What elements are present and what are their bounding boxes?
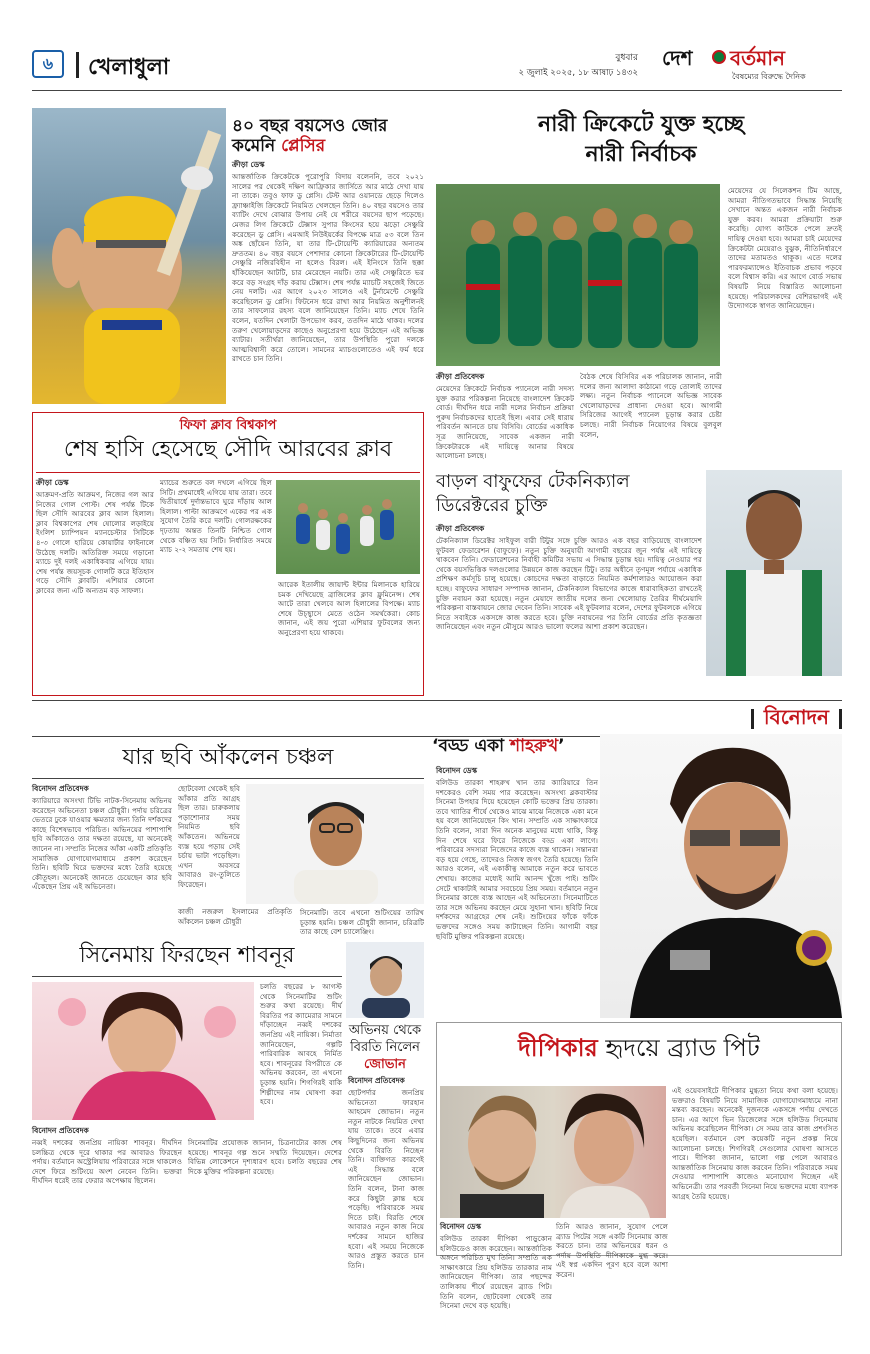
masthead-day: বুধবার bbox=[615, 53, 638, 63]
chanchal-caption: কাজী নজরুল ইসলামের প্রতিকৃতি আঁকলেন চঞ্চল চৌধুরী bbox=[178, 908, 292, 926]
brad-deepika-photo bbox=[440, 1086, 666, 1218]
plessis-headline-name: প্লেসির bbox=[281, 136, 326, 156]
page-number-box bbox=[32, 50, 64, 78]
deepika-headline-name: দীপিকার bbox=[518, 1034, 598, 1062]
deepika-headline bbox=[440, 1032, 838, 1064]
women-selector-headline-line2: নারী নির্বাচক bbox=[585, 142, 697, 167]
jovan-photo bbox=[346, 942, 424, 1018]
plessis-headline-main: ৪০ বছর বয়সেও জোর কমেনি bbox=[232, 116, 388, 156]
chanchal-byline: বিনোদন প্রতিবেদক bbox=[32, 784, 89, 793]
women-selector-col2: বৈঠক শেষে বিসিবির এক পরিচালক জানান, নারী দলের জন্য আলাদা কাঠামো গড়ে তোলাই তাদের লক্ষ্য। নতুন নির্বাচক প্যানেলে অভিজ্ঞ সাবেক খেলোয়াড়দের প্রাধান্য দেওয়া হবে। আগামী সিরিজের আগেই প্যানেল চূড়ান্ত করার চেষ্টা চলছে। নারী নির্বাচক নিয়োগের বিষয়ে বুলবুল বলেন, bbox=[580, 372, 722, 439]
srk-headline-lead: ‘বড্ড একা bbox=[432, 736, 505, 756]
srk-byline: বিনোদন ডেস্ক bbox=[436, 766, 477, 775]
fifa-col1: আক্রমণ-প্রতি আক্রমণ, নিজের গল আর নিজের গোল পোস্ট। শেষ পর্যন্ত টিকে ছিল সৌদি আরবের ক্লাব আল হিলাল। ক্লাব বিশ্বকাপের শেষ ষোলোর লড়াইয়ে ইংলিশ চ্যাম্পিয়ন ম্যানচেস্টার সিটিকে ৪-৩ গোলে হারিয়ে কোয়ার্টার ফাইনালে উঠেছে দলটি। অতিরিক্ত সময়ে গড়ানো ম্যাচে দুই দলই একাধিকবার এগিয়ে যায়। শেষ পর্যন্ত জয়সূচক গোলটি করে ইতিহাস গড়ে সৌদি ক্লাবটি। এশিয়ার কোনো ক্লাবের জন্য এটি অন্যতম বড় সাফল্য। bbox=[36, 490, 154, 595]
logo-emblem-icon bbox=[712, 50, 726, 64]
deepika-col1: বলিউড তারকা দীপিকা পাড়ুকোন হলিউডেও কাজ করেছেন। আন্তর্জাতিক অঙ্গনে পরিচিত মুখ তিনি। সম্প্রতি এক সাক্ষাৎকারে প্রিয় হলিউড তারকার নাম জানিয়েছেন দীপিকা। তার পছন্দের তালিকায় শীর্ষে রয়েছেন ব্র্যাড পিট। তিনি বলেন, ছোটবেলা থেকেই তার সিনেমা দেখে বড় হয়েছি। bbox=[440, 1234, 552, 1311]
srk-headline-name: শাহরুখ bbox=[510, 736, 559, 756]
women-selector-headline bbox=[440, 110, 842, 170]
fifa-kicker: ফিফা ক্লাব বিশ্বকাপ bbox=[179, 418, 277, 433]
technical-byline: ক্রীড়া প্রতিবেদক bbox=[436, 524, 485, 533]
shabnur-bottom-col1: নব্বই দশকের জনপ্রিয় নায়িকা শাবনূর। দীর্ঘদিন চলচ্চিত্র থেকে দূরে থাকার পর আবারও ফিরছেন পর্দায়। বর্তমানে অস্ট্রেলিয়ায় পরিবারের সঙ্গে থাকলেও দেশে ফিরে শুটিংয়ে অংশ নেবেন তিনি। ভক্তরা দীর্ঘদিন ধরেই তার ফেরার অপেক্ষায় ছিলেন। bbox=[32, 1138, 182, 1186]
masthead-logo bbox=[656, 44, 842, 84]
entertainment-bar-left bbox=[751, 709, 754, 729]
jovan-headline-line2: বিরতি নিলেন bbox=[350, 1040, 420, 1055]
jovan-byline: বিনোদন প্রতিবেদক bbox=[348, 1076, 405, 1085]
shabnur-byline: বিনোদন প্রতিবেদক bbox=[32, 1126, 89, 1135]
shabnur-photo bbox=[32, 982, 254, 1120]
srk-photo bbox=[600, 734, 842, 1018]
women-selector-col1: মেয়েদের ক্রিকেটে নির্বাচক প্যানেলে নারী সদস্য যুক্ত করার পরিকল্পনা নিয়েছে বাংলাদেশ ক্রিকেট বোর্ড। দীর্ঘদিন ধরে নারী দলের নির্বাচন প্রক্রিয়া পুরুষ নির্বাচকদের হাতেই ছিল। এবার সেই ধারায় পরিবর্তন আনতে চায় বিসিবি। বোর্ডের একাধিক সূত্র জানিয়েছে, সাবেক একজন নারী ক্রিকেটারকে এই দায়িত্বে আনার বিষয়ে আলোচনা চলছে। bbox=[436, 384, 574, 461]
masthead-date: ২ জুলাই ২০২৫, ১৮ আষাঢ় ১৪৩২ bbox=[518, 68, 638, 78]
entertainment-bar-right bbox=[839, 709, 842, 729]
page-number: ৬ bbox=[42, 53, 54, 73]
fifa-byline: ক্রীড়া ডেস্ক bbox=[36, 478, 69, 487]
plessis-body: আন্তর্জাতিক ক্রিকেটকে পুরোপুরি বিদায় বলেননি, তবে ২০২১ সালের পর থেকেই দক্ষিণ আফ্রিকার জার্সিতে আর মাঠে দেখা যায় না তাকে। তবুও ফাফ ডু প্লেসি। টেস্ট আর ওয়ানডে ছেড়ে দিলেও ফ্র্যাঞ্চাইজি ক্রিকেটে নিয়মিত খেলছেন তিনি। ৪০ বছর বয়সেও তার ব্যাটিং দেখে বোঝার উপায় নেই যে শরীরে বয়সের ছাপ পড়েছে। মেজর লিগ ক্রিকেটে টেক্সাস সুপার কিংসের হয়ে ঝড়ো সেঞ্চুরি করেছেন ডু প্লেসি। এমআই নিউইয়র্কের বিপক্ষে মাত্র ৫৩ বলে তিন অঙ্ক ছোঁয়েন তিনি, যা তার টি-টোয়েন্টি ক্যারিয়ারের অন্যতম দ্রুততম। ৪০ বছর বয়সে পেশাদার কোনো ক্রিকেটারের টি-টোয়েন্টি সেঞ্চুরি নজিরবিহীন না হলেও বিরল। এই ইনিংসে তিনি ছক্কা হাঁকিয়েছেন আটটি, চার মেরেছেন নয়টি। তার এই সেঞ্চুরিতে ভর করে বড় সংগ্রহ দাঁড় করায় টেক্সাস। শেষ পর্যন্ত ম্যাচটি সহজেই জিতে নেয় দলটি। এর আগে ২০২৩ সালেও এই টুর্নামেন্টে সেঞ্চুরি করেছিলেন ডু প্লেসি। ফিটনেস ধরে রাখা আর নিয়মিত অনুশীলনই তার সাফল্যের রহস্য বলে জানিয়েছেন তিনি। ম্যাচ শেষে তিনি বলেন, যতদিন খেলাটা উপভোগ করব, ততদিন মাঠে থাকব। দলের তরুণ খেলোয়াড়দের কাছেও অনুপ্রেরণা হয়ে উঠেছেন এই অভিজ্ঞ ব্যাটার। সতীর্থরা জানিয়েছেন, তার উপস্থিতি পুরো দলকে আত্মবিশ্বাসী করে তোলে। সামনের ম্যাচগুলোতেও এই ফর্ম ধরে রাখতে চান তিনি। bbox=[232, 172, 424, 364]
fifa-col2: ম্যাচের শুরুতে বল দখলে এগিয়ে ছিল সিটি। প্রথমার্ধেই এগিয়ে যায় তারা। তবে দ্বিতীয়ার্ধে দুর্দান্তভাবে ঘুরে দাঁড়ায় আল হিলাল। পাল্টা আক্রমণে একের পর এক সুযোগ তৈরি করে দলটি। গোলরক্ষকের দৃঢ়তায় অন্তত তিনটি নিশ্চিত গোল থেকে বঞ্চিত হয় সিটি। নির্ধারিত সময়ে ম্যাচ ২-২ সমতায় শেষ হয়। bbox=[160, 478, 272, 555]
shabnur-bottom-col2: সিনেমাটির প্রযোজক জানান, চিত্রনাট্যের কাজ শেষ হয়েছে। শাবনূর গল্প শুনে সম্মতি দিয়েছেন। দেশের বিভিন্ন লোকেশনে দৃশ্যধারণ হবে। চলতি বছরের শেষ দিকে মুক্তির পরিকল্পনা রয়েছে। bbox=[188, 1138, 342, 1176]
masthead-divider bbox=[76, 52, 79, 78]
deepika-byline: বিনোদন ডেস্ক bbox=[440, 1222, 481, 1231]
jovan-name: জোভান bbox=[364, 1057, 406, 1072]
technical-headline-line1: বাড়ল বাফুফের টেকনিক্যাল bbox=[436, 471, 630, 492]
section-title: খেলাধুলা bbox=[88, 55, 170, 80]
shabnur-headline: সিনেমায় ফিরছেন শাবনূর bbox=[79, 943, 295, 968]
deepika-col2: তিনি আরও জানান, সুযোগ পেলে ব্র্যাড পিটের সঙ্গে একটি সিনেমায় কাজ করতে চান। তার অভিনয়ের ধরন ও পর্দায় উপস্থিতি দীপিকাকে মুগ্ধ করে। এই স্বপ্ন একদিন পূরণ হবে বলে আশা করেন। bbox=[556, 1222, 668, 1279]
plessis-byline: ক্রীড়া ডেস্ক bbox=[232, 160, 265, 169]
logo-left: দেশ bbox=[662, 46, 693, 70]
women-selector-headline-line1: নারী ক্রিকেটে যুক্ত হচ্ছে bbox=[538, 112, 744, 137]
fifa-col3: আরেক ইতালীয় জায়ান্ট ইন্টার মিলানকে হারিয়ে চমক দেখিয়েছে ব্রাজিলের ক্লাব ফ্লুমিনেন্স। শেষ আটে তারা খেলবে আল হিলালের বিপক্ষে। ম্যাচ শেষে উচ্ছ্বাসে মেতে ওঠেন সমর্থকেরা। কোচ জানান, এই জয় পুরো এশিয়ার ফুটবলের জন্য অনুপ্রেরণা হয়ে থাকবে। bbox=[278, 580, 420, 637]
chanchal-headline: যার ছবি আঁকলেন চঞ্চল bbox=[122, 745, 334, 770]
jovan-headline bbox=[346, 1022, 424, 1073]
technical-body: টেকনিক্যাল ডিরেক্টর সাইফুল বারী টিটুর সঙ্গে চুক্তি আরও এক বছর বাড়িয়েছে বাংলাদেশ ফুটবল ফেডারেশন (বাফুফে)। নতুন চুক্তি অনুযায়ী আগামী বছরের জুন পর্যন্ত এই দায়িত্বে থাকবেন তিনি। ফেডারেশনের নির্বাহী কমিটির সভায় এ সিদ্ধান্ত চূড়ান্ত হয়। দায়িত্ব নেওয়ার পর থেকে বয়সভিত্তিক দলগুলোর উন্নয়নে কাজ করছেন টিটু। তার অধীনে তৃণমূল পর্যায়ে একাধিক প্রশিক্ষণ কর্মসূচি চালু হয়েছে। কোচদের দক্ষতা বাড়াতে নিয়মিত কর্মশালারও আয়োজন করা হচ্ছে। বাফুফের সাধারণ সম্পাদক জানান, টেকনিক্যাল বিভাগের কাজে ধারাবাহিকতা রাখতেই চুক্তি নবায়ন করা হয়েছে। নতুন মেয়াদে জাতীয় দলের জন্য খেলোয়াড় তৈরির দীর্ঘমেয়াদি পরিকল্পনা বাস্তবায়নে জোর দেবেন তিনি। সাবেক এই ফুটবলার বলেন, দেশের ফুটবলকে এগিয়ে নিতে সবাইকে একসঙ্গে কাজ করতে হবে। চুক্তি নবায়নের পর তিনি বোর্ডের প্রতি কৃতজ্ঞতা জানিয়েছেন এবং নতুন মৌসুমে আরও ভালো ফলের আশা প্রকাশ করেছেন। bbox=[436, 536, 702, 632]
technical-director-photo bbox=[706, 470, 842, 676]
chanchal-col1: ক্যারিয়ারে অসংখ্য টিভি নাটক-সিনেমায় অভিনয় করেছেন অভিনেতা চঞ্চল চৌধুরী। পর্দায় চরিত্রের ভেতরে ঢুকে যাওয়ার ক্ষমতার জন্য তিনি দর্শকদের কাছে বিশেষভাবে পরিচিত। অভিনয়ের পাশাপাশি ছবি আঁকাতেও তার দক্ষতা রয়েছে, যা অনেকেই জানেন না। সম্প্রতি নিজের আঁকা একটি প্রতিকৃতি সামাজিক যোগাযোগমাধ্যমে প্রকাশ করেছেন তিনি। ছবিটি ঘিরে ভক্তদের মধ্যে তৈরি হয়েছে কৌতূহল। অনেকেই জানতে চেয়েছেন কার ছবি এঁকেছেন প্রিয় এই অভিনেতা। bbox=[32, 796, 172, 892]
chanchal-col2: ছোটবেলা থেকেই ছবি আঁকার প্রতি আগ্রহ ছিল তার। চারুকলায় পড়াশোনার সময় নিয়মিত ছবি আঁকতেন। অভিনয়ে ব্যস্ত হয়ে পড়ায় সেই চর্চায় ভাটা পড়েছিল। এখন অবসরে আবারও রং-তুলিতে ফিরেছেন। bbox=[178, 784, 240, 889]
fifa-headline: শেষ হাসি হেসেছে সৌদি আরবের ক্লাব bbox=[63, 437, 393, 462]
plessis-headline bbox=[232, 116, 420, 156]
shabnur-headline-rule bbox=[32, 976, 342, 977]
deepika-headline-rest: হৃদয়ে ব্র্যাড পিট bbox=[597, 1034, 760, 1062]
entertainment-title: বিনোদন bbox=[763, 704, 829, 729]
srk-body: বলিউড তারকা শাহরুখ খান তার ক্যারিয়ারে তিন দশকেরও বেশি সময় পার করেছেন। অসংখ্য ব্লকবাস্টার সিনেমা উপহার দিয়ে হয়েছেন কোটি ভক্তের প্রিয় তারকা। তবে খ্যাতির শীর্ষে থেকেও মাঝে মাঝে নিজেকে একা মনে হয় বলে জানিয়েছেন কিং খান। সম্প্রতি এক সাক্ষাৎকারে তিনি বলেন, সারা দিন অনেক মানুষের মধ্যে থাকি, কিন্তু দিন শেষে ঘরে ফিরে নিজেকে বড্ড একা লাগে। পরিবারের সদস্যরা নিজেদের কাজে ব্যস্ত থাকেন। সন্তানরা বড় হয়ে গেছে, তাদেরও নিজস্ব জগৎ তৈরি হয়েছে। তিনি আরও বলেন, এই একাকীত্ব আমাকে নতুন করে ভাবতে শেখায়। কাজের মধ্যেই আমি আনন্দ খুঁজে পাই। শুটিং সেটে থাকাটাই আমার সবচেয়ে প্রিয় সময়। বর্তমানে নতুন সিনেমার কাজে ব্যস্ত আছেন এই অভিনেতা। সিনেমাটিতে তার সঙ্গে অভিনয় করছেন মেয়ে সুহানা খান। ছবিটি নিয়ে দর্শকদের আগ্রহের শেষ নেই। শুটিংয়ের ফাঁকে ফাঁকে ভক্তদের সঙ্গেও সময় কাটাচ্ছেন তিনি। আগামী বছর ছবিটি মুক্তির পরিকল্পনা রয়েছে। bbox=[436, 778, 598, 941]
women-selector-col3: মেয়েদের যে সিলেকশন টিম আছে, আমরা নীতিগতভাবে সিদ্ধান্ত নিয়েছি সেখানে অন্তত একজন নারী নির্বাচক যুক্ত করব। আমরা প্রক্রিয়াটা শুরু করেছি। যোগ্য কাউকে পেলে দ্রুতই দায়িত্ব দেওয়া হবে। আমরা চাই মেয়েদের ক্রিকেটটা মেয়েরাও বুঝুক, নীতিনির্ধারণে তাদের মতামতও থাকুক। এতে দলের পারফরম্যান্সেও ইতিবাচক প্রভাব পড়বে বলে বিশ্বাস করি। এর আগে বোর্ড সভায় বিষয়টি নিয়ে বিস্তারিত আলোচনা হয়েছে। পরিচালকদের বেশিরভাগই এই উদ্যোগকে স্বাগত জানিয়েছেন। bbox=[728, 186, 842, 311]
logo-right: বর্তমান bbox=[730, 46, 785, 70]
entertainment-header bbox=[680, 706, 842, 732]
fifa-photo bbox=[276, 480, 420, 574]
women-team-photo bbox=[436, 184, 720, 366]
jovan-body: ছোটপর্দার জনপ্রিয় অভিনেতা ফারহান আহমেদ জোভান। নতুন নতুন নাটকে নিয়মিত দেখা যায় তাকে। তবে এবার কিছুদিনের জন্য অভিনয় থেকে বিরতি নিচ্ছেন তিনি। ব্যক্তিগত কারণেই এই সিদ্ধান্ত বলে জানিয়েছেন জোভান। তিনি বলেন, টানা কাজ করে কিছুটা ক্লান্ত হয়ে পড়েছি। পরিবারকে সময় দিতে চাই। বিরতি শেষে আবারও নতুন কাজ নিয়ে দর্শকের সামনে হাজির হবো। এই সময়ে নিজেকে আরও প্রস্তুত করতে চান তিনি। bbox=[348, 1088, 424, 1270]
technical-headline bbox=[436, 470, 696, 518]
plessis-photo bbox=[32, 108, 226, 404]
women-selector-byline: ক্রীড়া প্রতিবেদক bbox=[436, 372, 485, 381]
technical-headline-line2: ডিরেক্টরের চুক্তি bbox=[436, 495, 548, 516]
shabnur-col1: চলতি বছরের ৮ আগস্ট থেকে সিনেমাটির শুটিং শুরুর কথা রয়েছে। দীর্ঘ বিরতির পর ক্যামেরার সামনে দাঁড়াচ্ছেন নব্বই দশকের জনপ্রিয় এই নায়িকা। নির্মাতা জানিয়েছেন, গল্পটি পারিবারিক আবহে নির্মিত হবে। শাবনূরের বিপরীতে কে অভিনয় করবেন, তা এখনো চূড়ান্ত হয়নি। শিগগিরই বাকি শিল্পীদের নাম ঘোষণা করা হবে। bbox=[260, 982, 342, 1107]
jovan-headline-line1: অভিনয় থেকে bbox=[348, 1023, 422, 1038]
masthead-rule bbox=[32, 90, 842, 91]
deepika-col3: এই ওয়েবসাইটে দীপিকার মুগ্ধতা নিয়ে কথা বলা হয়েছে। ভক্তরাও বিষয়টি নিয়ে সামাজিক যোগাযোগমাধ্যমে নানা মন্তব্য করছেন। অনেকেই দুজনকে একসঙ্গে পর্দায় দেখতে চান। এর আগে ভিন ডিজেলের সঙ্গে হলিউড সিনেমায় অভিনয় করেছিলেন দীপিকা। সে সময় তার কাজ প্রশংসিত হয়েছিল। বর্তমানে বেশ কয়েকটি নতুন প্রকল্প নিয়ে আলোচনা চলছে। শিগগিরই সেগুলোর ঘোষণা আসতে পারে। দীপিকা জানান, ভালো গল্প পেলে আবারও আন্তর্জাতিক সিনেমায় কাজ করবেন তিনি। পরিবারকে সময় দেওয়ার পাশাপাশি কাজেও মনোযোগ দিচ্ছেন এই অভিনেত্রী। তার পরবর্তী সিনেমা নিয়ে ভক্তদের মধ্যে ব্যাপক আগ্রহ তৈরি হয়েছে। bbox=[672, 1086, 838, 1201]
chanchal-photo bbox=[246, 784, 424, 904]
logo-tagline: বৈষম্যের বিরুদ্ধে দৈনিক bbox=[732, 72, 806, 81]
chanchal-col3: সিনেমাটি। তবে এখনো শুটিংয়ের তারিখ চূড়ান্ত হয়নি। চঞ্চল চৌধুরী জানান, চরিত্রটি তার কাছে বেশ চ্যালেঞ্জিং। bbox=[300, 908, 424, 937]
entertainment-rule-top bbox=[32, 700, 842, 701]
chanchal-headline-rule bbox=[32, 778, 424, 779]
fifa-headline-rule bbox=[36, 472, 420, 473]
srk-headline-quote-close: ’ bbox=[558, 736, 565, 756]
